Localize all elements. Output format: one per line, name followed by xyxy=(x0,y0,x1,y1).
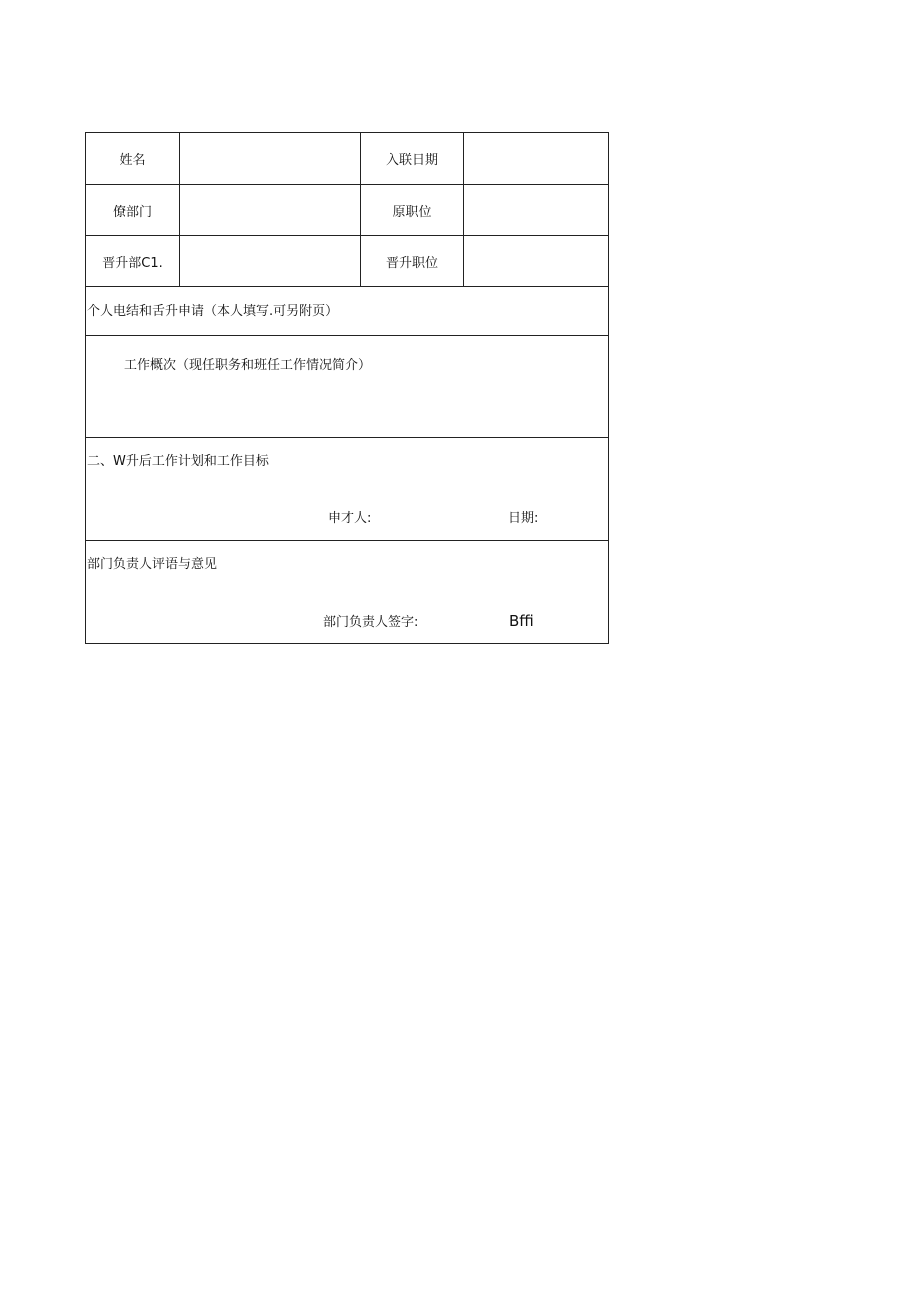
promotion-application-form xyxy=(85,132,609,644)
manager-signature-label: 部门负责人签字: xyxy=(323,615,419,630)
manager-review-date-label: Bffi xyxy=(509,612,534,630)
promoted-position-label: 晋升职位 xyxy=(385,255,438,271)
application-date-label: 日期: xyxy=(508,511,539,526)
manager-review-title: 部门负责人评语与意见 xyxy=(87,557,218,572)
original-department-label: 僚部门 xyxy=(112,204,152,220)
entry-date-label: 入联日期 xyxy=(385,153,438,168)
name-label: 姓名 xyxy=(119,153,146,168)
original-position-label: 原职位 xyxy=(392,204,432,220)
applicant-label: 申才人: xyxy=(328,511,372,526)
work-plan-section[interactable] xyxy=(86,438,608,541)
promoted-department-field[interactable] xyxy=(180,236,360,286)
work-summary-section[interactable] xyxy=(86,336,608,438)
original-department-field[interactable] xyxy=(180,185,360,235)
section-heading-row xyxy=(86,287,608,336)
promoted-position-field[interactable] xyxy=(464,236,608,286)
entry-date-field[interactable] xyxy=(464,133,608,184)
section-heading: 个人电结和舌升申请（本人填写.可另附页） xyxy=(87,304,339,319)
row-original-department-position xyxy=(86,185,608,236)
work-summary-title: 工作概次（现任职务和班任工作情况简介） xyxy=(124,358,372,373)
work-plan-title: 二、W升后工作计划和工作目标 xyxy=(87,454,269,469)
original-position-field[interactable] xyxy=(464,185,608,235)
manager-review-section[interactable] xyxy=(86,541,608,644)
name-field[interactable] xyxy=(180,133,360,184)
row-name-entry-date xyxy=(86,133,608,185)
row-promoted-department-position xyxy=(86,236,608,287)
promoted-department-label: 晋升部C1. xyxy=(102,255,163,271)
